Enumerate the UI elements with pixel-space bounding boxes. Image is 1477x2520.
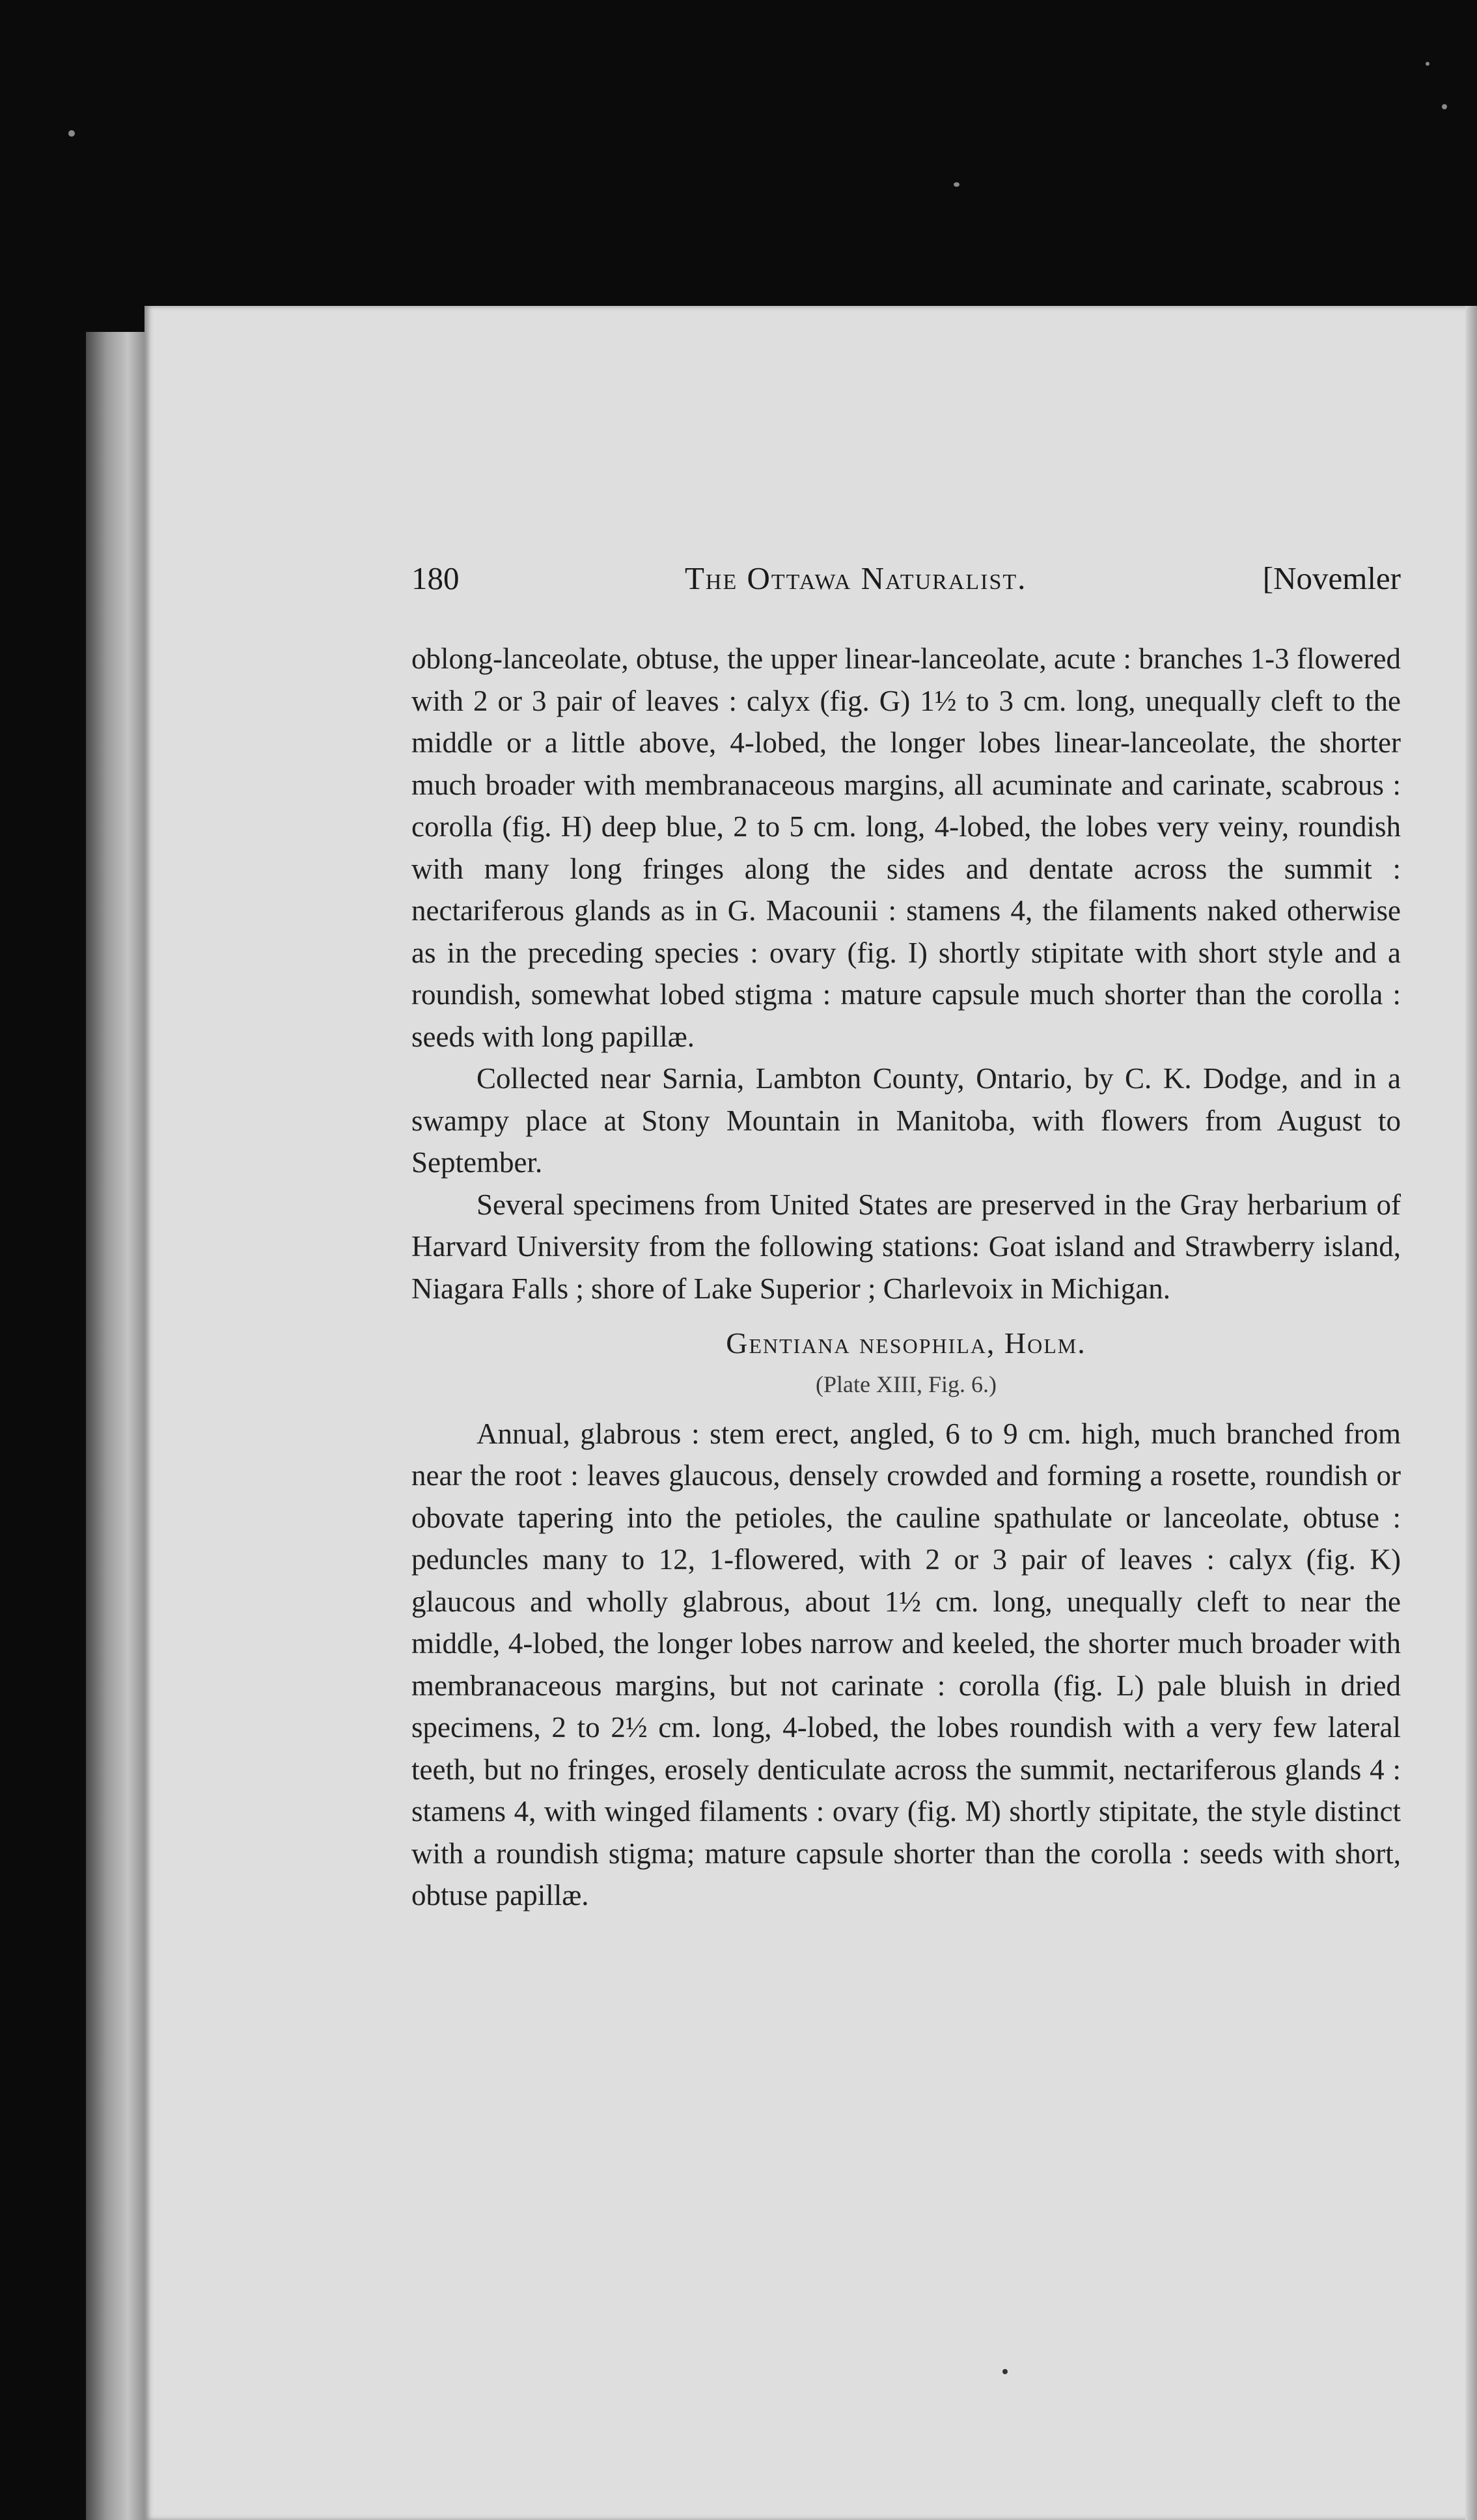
page-mark (1002, 2369, 1008, 2374)
article-body (411, 638, 1401, 1917)
background-speck (1442, 104, 1447, 109)
background-speck (68, 130, 75, 137)
page-binding-edge (86, 332, 146, 2520)
page-right-edge (1465, 306, 1477, 2520)
section-heading: Gentiana nesophila, Holm. (726, 1326, 1086, 1360)
paragraph: Collected near Sarnia, Lambton County, Ontario, by C. K. Dodge, and in a swampy place at Stony Mountain in Manitoba, with flowers from August to September. (411, 1062, 1401, 1179)
background-speck (954, 182, 959, 187)
paragraph: Several specimens from United States are preserved in the Gray herbarium of Harvard University from the following stations: Goat island and Strawberry island, Niagara Falls ; shore of Lake Superior ; Charlevoix in Michigan. (411, 1188, 1401, 1305)
background-speck (1426, 62, 1429, 66)
month-label: [Novemler (1262, 560, 1401, 596)
running-title: The Ottawa Naturalist. (685, 560, 1027, 596)
page-number: 180 (411, 560, 460, 596)
plate-reference: (Plate XIII, Fig. 6.) (816, 1371, 997, 1397)
paragraph: oblong-lanceolate, obtuse, the upper linear-lanceolate, acute : branches 1-3 flowered with 2 or 3 pair of leaves : calyx (fig. G) 1½ to 3 cm. long, unequally cleft to the middle or a little above, 4-lobed, the longer lobes linear-lanceolate, the shorter much broader with membranaceous margins, all acuminate and carinate, scabrous : corolla (fig. H) deep blue, 2 to 5 cm. long, 4-lobed, the lobes very veiny, roundish with many long fringes along the sides and dentate across the summit : nectariferous glands as in G. Macounii : stamens 4, the filaments naked otherwise as in the preceding species : ovary (fig. I) shortly stipitate with short style and a roundish, somewhat lobed stigma : mature capsule much shorter than the corolla : seeds with long papillæ. (411, 642, 1401, 1053)
paragraph: Annual, glabrous : stem erect, angled, 6 to 9 cm. high, much branched from near the root : leaves glaucous, densely crowded and forming a rosette, roundish or obovate tapering into the petioles, the cauline spathulate or lanceolate, obtuse : peduncles many to 12, 1-flowered, with 2 or 3 pair of leaves : calyx (fig. K) glaucous and wholly glabrous, about 1½ cm. long, unequally cleft to near the middle, 4-lobed, the longer lobes narrow and keeled, the shorter much broader with membranaceous margins, but not carinate : corolla (fig. L) pale bluish in dried specimens, 2 to 2½ cm. long, 4-lobed, the lobes roundish with a very few lateral teeth, but no fringes, erosely denticulate across the summit, nectariferous glands 4 : stamens 4, with winged filaments : ovary (fig. M) shortly stipitate, the style distinct with a roundish stigma; mature capsule shorter than the corolla : seeds with short, obtuse papillæ. (411, 1417, 1401, 1911)
page-header (411, 560, 1401, 605)
